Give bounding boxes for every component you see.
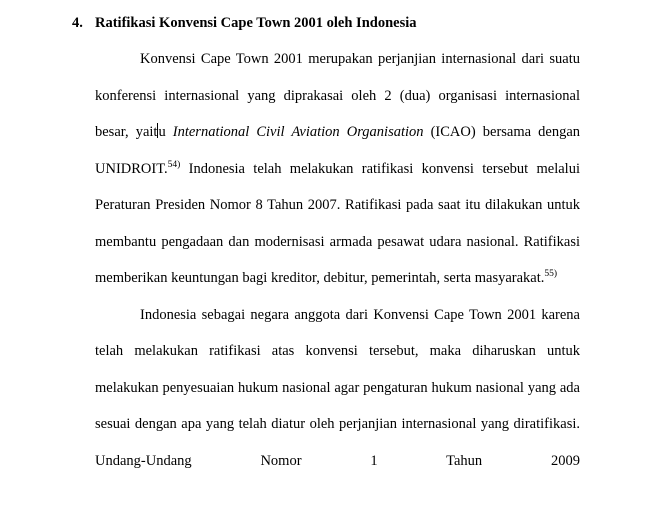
- section-number: 4.: [72, 15, 83, 31]
- text-run: Indonesia telah melakukan ratifikasi konvensi tersebut melalui Peraturan Presiden Nomor 8 Tahun 2007. Ratifikasi pada saat itu dilakukan untuk membantu pengadaan dan modernisasi armada pesawat udara nasional. Ratifikasi memberikan keuntungan bagi kreditor, debitur, pemerintah, serta masyarakat.: [95, 160, 580, 286]
- section-title: Ratifikasi Konvensi Cape Town 2001 oleh Indonesia: [95, 15, 417, 31]
- footnote-ref-54: 54): [167, 159, 181, 170]
- paragraph-2[interactable]: [95, 297, 580, 480]
- text-run: Indonesia sebagai negara anggota dari Konvensi Cape Town 2001 karena telah melakukan ratifikasi atas konvensi tersebut, maka diharuskan untuk melakukan penyesuaian hukum nasional agar pengaturan hukum nasional yang ada sesuai dengan apa yang telah diatur oleh perjanjian internasional yang diratifikasi. Undang-Undang Nomor 1 Tahun 2009: [95, 306, 580, 469]
- text-run: (ICAO) bersama dengan UNIDROIT.: [95, 124, 581, 177]
- section-heading: [72, 5, 580, 41]
- text-run: u: [158, 124, 173, 140]
- footnote-ref-55: 55): [544, 269, 558, 280]
- text-run-italic: International Civil Aviation Organisation: [172, 124, 424, 140]
- paragraph-1[interactable]: [95, 41, 580, 297]
- text-run: Konvensi Cape Town 2001 merupakan perjanjian internasional dari suatu konferensi internasional yang diprakasai oleh 2 (dua) organisasi internasional besar, yait: [95, 51, 580, 140]
